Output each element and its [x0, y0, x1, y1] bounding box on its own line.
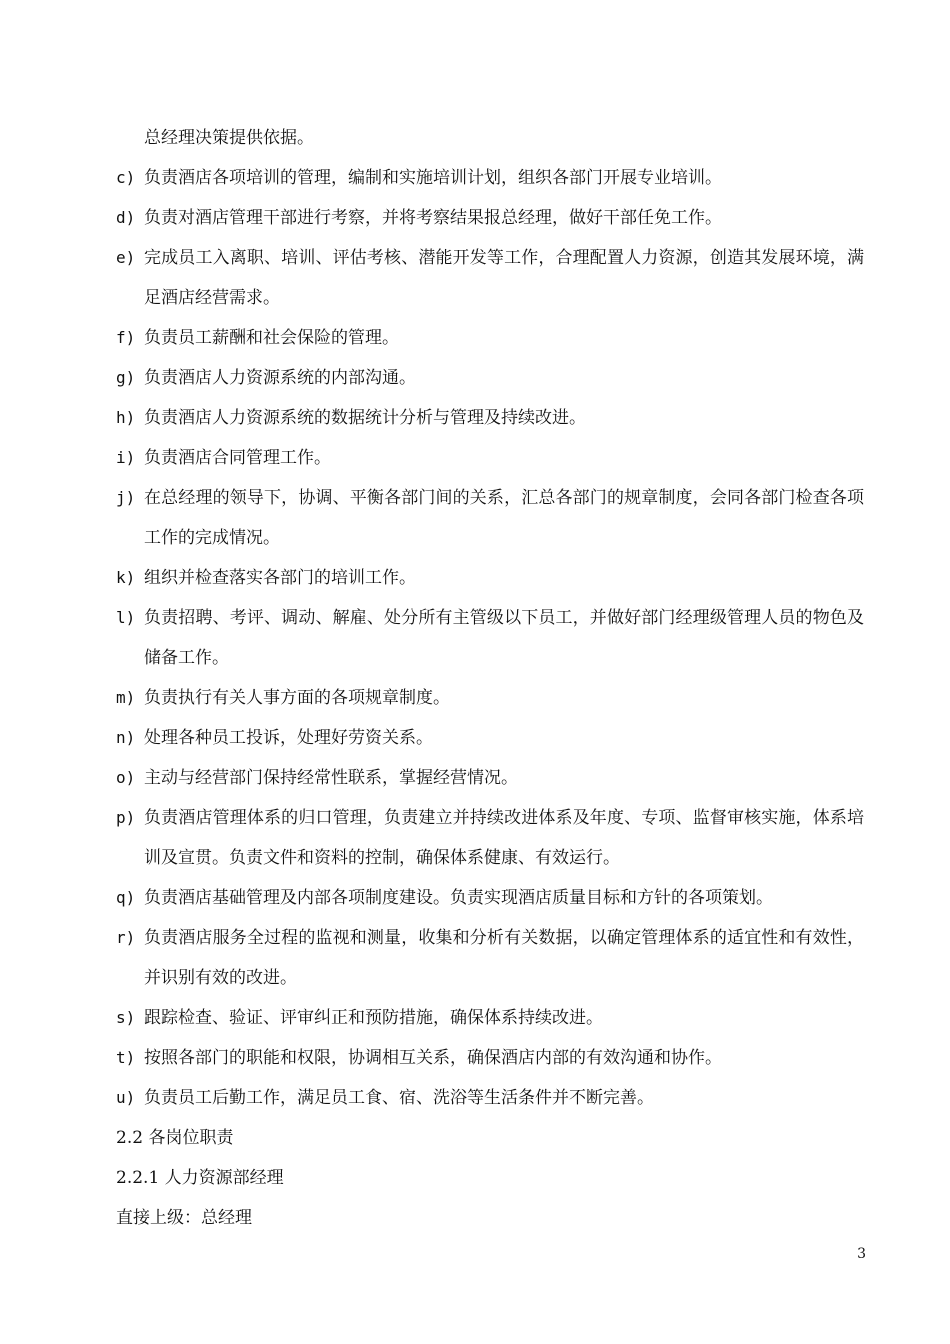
list-item — [116, 678, 864, 718]
list-item — [116, 478, 864, 558]
list-item-text: 负责酒店服务全过程的监视和测量，收集和分析有关数据，以确定管理体系的适宜性和有效性，并识别有效的改进。 — [144, 928, 864, 988]
list-item-text: 完成员工入离职、培训、评估考核、潜能开发等工作，合理配置人力资源，创造其发展环境，满足酒店经营需求。 — [144, 248, 864, 308]
page-number: 3 — [857, 1246, 866, 1262]
list-item-marker: e) — [116, 248, 136, 267]
list-item-text: 负责对酒店管理干部进行考察，并将考察结果报总经理，做好干部任免工作。 — [144, 208, 722, 228]
list-item-text: 负责酒店合同管理工作。 — [144, 448, 331, 468]
section-heading: 2.2 各岗位职责 — [116, 1128, 234, 1148]
list-item — [116, 1038, 864, 1078]
list-item-marker: o) — [116, 768, 136, 787]
list-item — [116, 238, 864, 318]
list-item-marker: u) — [116, 1088, 136, 1107]
list-item — [116, 318, 864, 358]
list-item-marker: p) — [116, 808, 136, 827]
list-item — [116, 918, 864, 998]
list-item-text: 负责酒店基础管理及内部各项制度建设。负责实现酒店质量目标和方针的各项策划。 — [144, 888, 773, 908]
list-item-marker: m) — [116, 688, 136, 707]
list-item-marker: i) — [116, 448, 136, 467]
list-item-text: 在总经理的领导下，协调、平衡各部门间的关系，汇总各部门的规章制度，会同各部门检查各项工作的完成情况。 — [144, 488, 864, 548]
list-item — [116, 398, 864, 438]
list-item-marker: c) — [116, 168, 136, 187]
list-item-text: 按照各部门的职能和权限，协调相互关系，确保酒店内部的有效沟通和协作。 — [144, 1048, 722, 1068]
list-item-text: 跟踪检查、验证、评审纠正和预防措施，确保体系持续改进。 — [144, 1008, 603, 1028]
list-item-text: 主动与经营部门保持经常性联系，掌握经营情况。 — [144, 768, 518, 788]
direct-superior: 直接上级：总经理 — [116, 1208, 252, 1228]
list-item-marker: g) — [116, 368, 136, 387]
list-item — [116, 758, 864, 798]
list-item-marker: f) — [116, 328, 136, 347]
subsection-heading: 2.2.1 人力资源部经理 — [116, 1168, 284, 1188]
list-item — [116, 878, 864, 918]
list-item-marker: n) — [116, 728, 136, 747]
list-item-text: 负责酒店各项培训的管理，编制和实施培训计划，组织各部门开展专业培训。 — [144, 168, 722, 188]
page-content — [116, 118, 864, 1238]
list-item-text: 负责执行有关人事方面的各项规章制度。 — [144, 688, 450, 708]
list-item-marker: q) — [116, 888, 136, 907]
list-item-text: 负责酒店人力资源系统的数据统计分析与管理及持续改进。 — [144, 408, 586, 428]
list-item — [116, 1078, 864, 1118]
list-item — [116, 598, 864, 678]
list-item-text: 负责酒店管理体系的归口管理，负责建立并持续改进体系及年度、专项、监督审核实施，体系培训及宣贯。负责文件和资料的控制，确保体系健康、有效运行。 — [144, 808, 864, 868]
list-item — [116, 718, 864, 758]
list-item-marker: l) — [116, 608, 136, 627]
list-item-marker: s) — [116, 1008, 136, 1027]
list-item-text: 负责员工后勤工作，满足员工食、宿、洗浴等生活条件并不断完善。 — [144, 1088, 654, 1108]
list-item — [116, 198, 864, 238]
list-item — [116, 798, 864, 878]
list-item-marker: k) — [116, 568, 136, 587]
list-item-marker: r) — [116, 928, 136, 947]
continuation-line: 总经理决策提供依据。 — [144, 128, 314, 148]
list-item-marker: t) — [116, 1048, 136, 1067]
responsibility-list — [116, 158, 864, 1118]
list-item-text: 组织并检查落实各部门的培训工作。 — [144, 568, 416, 588]
list-item — [116, 358, 864, 398]
list-item — [116, 158, 864, 198]
list-item — [116, 998, 864, 1038]
list-item-text: 负责员工薪酬和社会保险的管理。 — [144, 328, 399, 348]
list-item-text: 负责酒店人力资源系统的内部沟通。 — [144, 368, 416, 388]
list-item-marker: j) — [116, 488, 136, 507]
list-item-text: 处理各种员工投诉，处理好劳资关系。 — [144, 728, 433, 748]
list-item — [116, 558, 864, 598]
list-item-marker: h) — [116, 408, 136, 427]
list-item-marker: d) — [116, 208, 136, 227]
list-item-text: 负责招聘、考评、调动、解雇、处分所有主管级以下员工，并做好部门经理级管理人员的物色及储备工作。 — [144, 608, 864, 668]
list-item — [116, 438, 864, 478]
